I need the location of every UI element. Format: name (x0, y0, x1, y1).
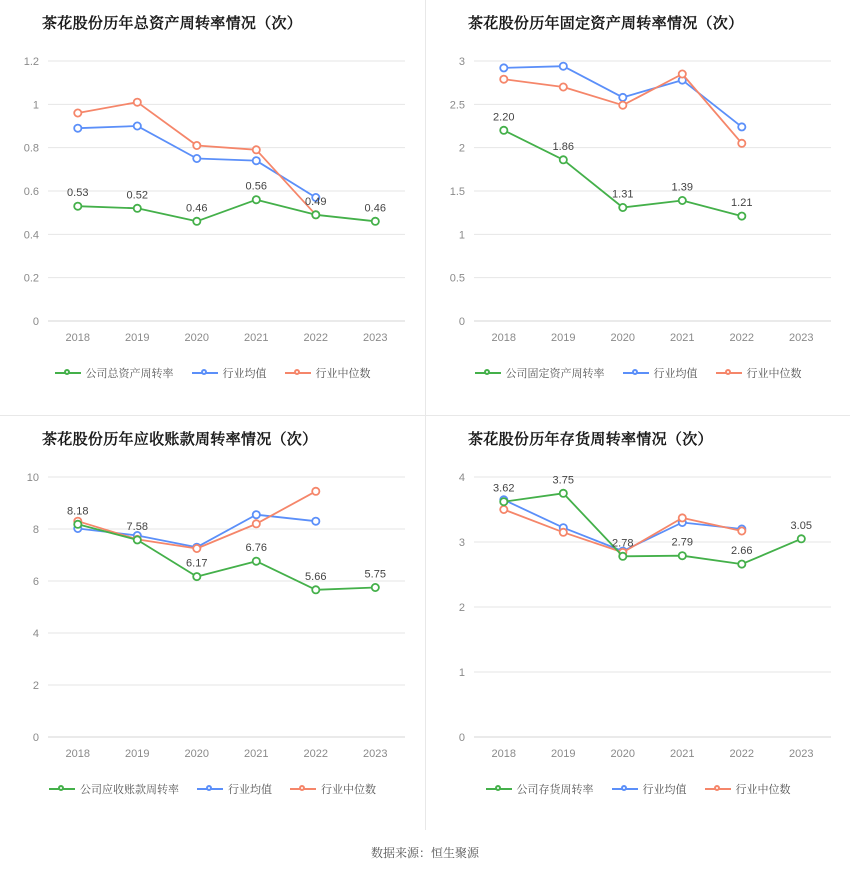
series-point (193, 545, 200, 552)
legend-item-median[interactable] (285, 365, 371, 381)
y-axis-tick-label: 0.8 (23, 142, 39, 155)
legend-item-median[interactable] (716, 365, 802, 381)
x-axis-tick-label: 2021 (244, 748, 269, 760)
data-value-label: 1.39 (671, 181, 693, 194)
data-value-label: 2.20 (493, 111, 515, 124)
series-point (74, 125, 81, 132)
series-point (253, 157, 260, 164)
data-source-note: 数据来源：恒生聚源 (370, 846, 479, 860)
x-axis-tick-label: 2020 (184, 748, 209, 760)
series-point (560, 63, 567, 70)
series-point (253, 196, 260, 203)
legend-label-company: 公司存货周转率 (516, 784, 594, 796)
series-point (560, 490, 567, 497)
y-axis-tick-label: 2 (458, 602, 465, 614)
legend-item-average[interactable] (612, 781, 687, 797)
y-axis-tick-label: 2.5 (449, 99, 465, 112)
data-value-label: 0.52 (126, 189, 148, 202)
series-point (500, 127, 507, 134)
data-value-label: 0.56 (245, 180, 267, 193)
chart-panel-fixed-asset-turnover (425, 0, 850, 415)
legend-label-company: 公司固定资产周转率 (505, 368, 605, 380)
y-axis-tick-label: 10 (26, 472, 39, 484)
x-axis-tick-label: 2018 (65, 748, 90, 760)
series-point (619, 94, 626, 101)
data-value-label: 2.79 (671, 536, 693, 549)
series-point (193, 573, 200, 580)
plot-area-inventory-turnover (426, 449, 850, 779)
data-value-label: 8.18 (67, 505, 89, 518)
series-point (74, 521, 81, 528)
legend-marker-median (290, 784, 316, 794)
x-axis-tick-label: 2022 (303, 332, 328, 344)
series-point (619, 553, 626, 560)
legend-marker-average (197, 784, 223, 794)
legend-item-company[interactable] (49, 781, 179, 797)
data-value-label: 2.66 (731, 545, 753, 558)
line-chart-svg (0, 449, 425, 779)
y-axis-tick-label: 1 (458, 229, 465, 242)
series-point (500, 506, 507, 513)
x-axis-tick-label: 2023 (789, 748, 814, 760)
series-point (134, 122, 141, 129)
series-point (193, 155, 200, 162)
legend-item-average[interactable] (192, 365, 267, 381)
data-value-label: 2.78 (612, 537, 634, 550)
legend-label-average: 行业均值 (653, 368, 698, 380)
y-axis-tick-label: 4 (32, 628, 39, 640)
legend-marker-average (612, 784, 638, 794)
y-axis-tick-label: 2 (458, 142, 465, 155)
x-axis-tick-label: 2018 (491, 332, 516, 344)
x-axis-tick-label: 2022 (729, 748, 754, 760)
legend-item-median[interactable] (705, 781, 791, 797)
legend-label-average: 行业均值 (642, 784, 687, 796)
legend-item-company[interactable] (486, 781, 594, 797)
series-point (679, 514, 686, 521)
series-point (679, 197, 686, 204)
data-value-label: 3.05 (790, 519, 812, 532)
y-axis-tick-label: 8 (32, 524, 39, 536)
legend-marker-median (285, 368, 311, 378)
series-point (738, 140, 745, 147)
legend-marker-median (705, 784, 731, 794)
legend-label-company: 公司总资产周转率 (85, 368, 174, 380)
legend-marker-company (475, 368, 501, 378)
y-axis-tick-label: 1 (32, 99, 39, 112)
legend-marker-company (486, 784, 512, 794)
x-axis-tick-label: 2019 (125, 748, 150, 760)
series-point (253, 146, 260, 153)
data-value-label: 0.49 (305, 195, 327, 208)
y-axis-tick-label: 1.2 (23, 56, 39, 68)
data-value-label: 6.17 (186, 557, 208, 570)
series-point (619, 102, 626, 109)
series-point (500, 76, 507, 83)
legend-label-median: 行业中位数 (746, 368, 802, 380)
series-point (738, 123, 745, 130)
legend-label-average: 行业均值 (228, 784, 272, 796)
series-point (312, 488, 319, 495)
chart-title: 茶花股份历年固定资产周转率情况（次） (468, 15, 744, 32)
data-value-label: 7.58 (126, 520, 148, 533)
legend-marker-average (623, 368, 649, 378)
series-point (253, 511, 260, 518)
data-value-label: 0.53 (67, 187, 89, 200)
line-chart-svg (0, 33, 425, 363)
series-point (738, 561, 745, 568)
series-point (500, 498, 507, 505)
x-axis-tick-label: 2022 (729, 332, 754, 344)
series-point (134, 205, 141, 212)
chart-title: 茶花股份历年总资产周转率情况（次） (42, 15, 303, 32)
series-point (798, 535, 805, 542)
plot-area-fixed-asset-turnover (426, 33, 850, 363)
series-point (134, 536, 141, 543)
y-axis-tick-label: 6 (32, 576, 39, 588)
series-point (738, 527, 745, 534)
chart-panel-total-asset-turnover (0, 0, 425, 415)
series-point (312, 586, 319, 593)
series-point (560, 83, 567, 90)
x-axis-tick-label: 2019 (125, 332, 150, 344)
series-point (738, 213, 745, 220)
series-point (134, 99, 141, 106)
legend-label-median: 行业中位数 (321, 784, 376, 796)
series-point (372, 218, 379, 225)
data-value-label: 3.75 (552, 474, 574, 487)
line-chart-svg (426, 449, 850, 779)
series-point (312, 211, 319, 218)
series-point (193, 218, 200, 225)
y-axis-tick-label: 0.6 (23, 186, 39, 198)
series-point (619, 204, 626, 211)
y-axis-tick-label: 3 (458, 56, 465, 68)
series-line (78, 491, 316, 548)
x-axis-tick-label: 2023 (363, 332, 388, 344)
series-point (679, 70, 686, 77)
data-value-label: 1.86 (552, 140, 574, 153)
y-axis-tick-label: 0.4 (23, 229, 39, 242)
chart-title: 茶花股份历年应收账款周转率情况（次） (42, 431, 318, 448)
y-axis-tick-label: 1.5 (449, 186, 465, 198)
y-axis-tick-label: 3 (458, 537, 465, 549)
series-point (372, 584, 379, 591)
plot-area-total-asset-turnover (0, 33, 425, 363)
data-value-label: 0.46 (364, 202, 386, 215)
y-axis-tick-label: 0.5 (449, 272, 465, 285)
data-value-label: 0.46 (186, 202, 208, 215)
x-axis-tick-label: 2023 (363, 748, 388, 760)
x-axis-tick-label: 2018 (65, 332, 90, 344)
legend-marker-median (716, 368, 742, 378)
series-point (560, 156, 567, 163)
chart-title: 茶花股份历年存货周转率情况（次） (468, 431, 713, 448)
x-axis-tick-label: 2020 (184, 332, 209, 344)
legend-item-median[interactable] (290, 781, 376, 797)
legend-label-average: 行业均值 (222, 368, 267, 380)
x-axis-tick-label: 2020 (610, 332, 635, 344)
series-point (560, 529, 567, 536)
data-value-label: 1.21 (731, 197, 753, 210)
legend-label-median: 行业中位数 (735, 784, 791, 796)
legend-item-average[interactable] (197, 781, 272, 797)
y-axis-tick-label: 2 (32, 680, 39, 692)
x-axis-tick-label: 2022 (303, 748, 328, 760)
data-value-label: 1.31 (612, 188, 634, 201)
chart-panel-receivables-turnover (0, 415, 425, 830)
y-axis-tick-label: 1 (458, 667, 465, 679)
y-axis-tick-label: 4 (458, 472, 465, 484)
data-value-label: 3.62 (493, 482, 515, 495)
y-axis-tick-label: 0 (32, 316, 39, 328)
series-line (504, 493, 802, 564)
chart-panel-inventory-turnover (425, 415, 850, 830)
x-axis-tick-label: 2021 (244, 332, 269, 344)
y-axis-tick-label: 0 (32, 732, 39, 744)
legend-marker-company (55, 368, 81, 378)
legend-item-company[interactable] (55, 365, 174, 381)
x-axis-tick-label: 2019 (551, 332, 576, 344)
x-axis-tick-label: 2021 (670, 332, 695, 344)
y-axis-tick-label: 0.2 (23, 272, 39, 285)
data-value-label: 6.76 (245, 542, 267, 555)
legend-label-median: 行业中位数 (315, 368, 371, 380)
line-chart-svg (426, 33, 850, 363)
series-point (679, 552, 686, 559)
x-axis-tick-label: 2023 (789, 332, 814, 344)
chart-legend (426, 365, 850, 381)
legend-label-company: 公司应收账款周转率 (80, 784, 179, 796)
y-axis-tick-label: 0 (458, 316, 465, 328)
legend-marker-company (49, 784, 75, 794)
series-point (193, 142, 200, 149)
series-point (500, 64, 507, 71)
series-line (78, 200, 376, 222)
x-axis-tick-label: 2021 (670, 748, 695, 760)
y-axis-tick-label: 0 (458, 732, 465, 744)
chart-legend (426, 781, 850, 797)
chart-legend (0, 781, 425, 797)
series-point (253, 520, 260, 527)
data-value-label: 5.66 (305, 570, 327, 583)
data-value-label: 5.75 (364, 568, 386, 581)
series-point (312, 518, 319, 525)
legend-marker-average (192, 368, 218, 378)
chart-legend (0, 365, 425, 381)
x-axis-tick-label: 2018 (491, 748, 516, 760)
x-axis-tick-label: 2020 (610, 748, 635, 760)
legend-item-average[interactable] (623, 365, 698, 381)
series-point (74, 109, 81, 116)
plot-area-receivables-turnover (0, 449, 425, 779)
series-line (78, 515, 316, 548)
x-axis-tick-label: 2019 (551, 748, 576, 760)
series-point (74, 203, 81, 210)
legend-item-company[interactable] (475, 365, 605, 381)
series-point (253, 558, 260, 565)
